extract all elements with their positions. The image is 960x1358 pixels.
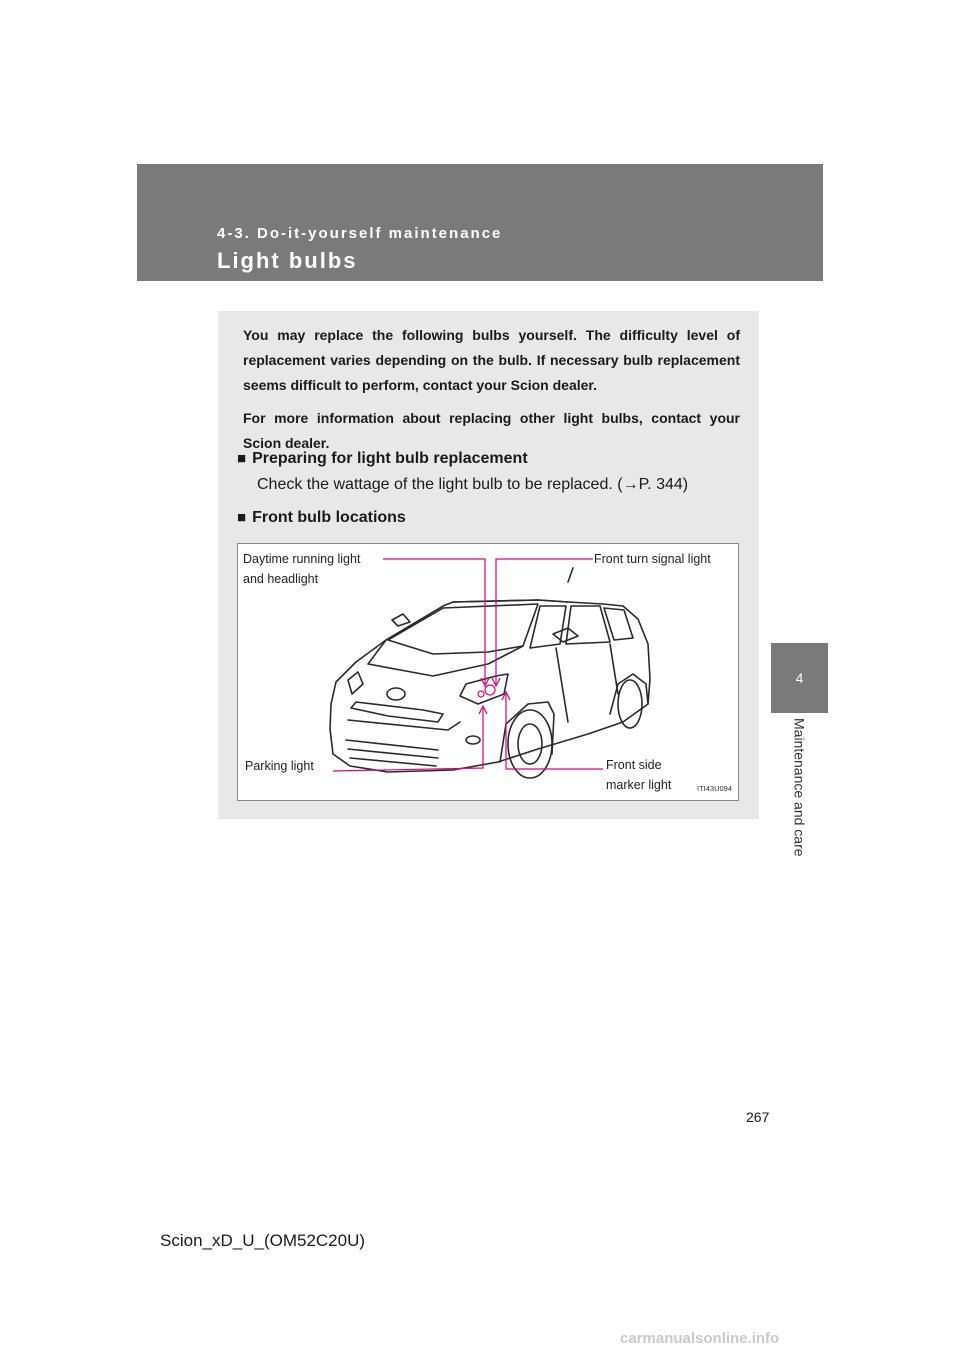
label-daytime-line-1: Daytime running light (243, 552, 361, 566)
document-code: Scion_xD_U_(OM52C20U) (160, 1231, 366, 1250)
heading-front-bulbs (237, 509, 406, 527)
section-label: 4-3. Do-it-yourself maintenance (217, 225, 503, 242)
chapter-side-label-text: Maintenance and care (791, 718, 808, 857)
label-parking-light: Parking light (245, 759, 314, 773)
intro (243, 323, 740, 464)
intro-paragraph-1: You may replace the following bulbs yourself. The difficulty level of replacement varies depending on the bulb. If necessary bulb replacement seems difficult to perform, contact your Scion dealer. (243, 327, 740, 393)
chapter-side-label (771, 718, 828, 868)
label-front-turn-signal: Front turn signal light (594, 552, 711, 566)
preparing-text: Check the wattage of the light bulb to be replaced. (→P. 344) (257, 476, 689, 493)
page-title: Light bulbs (217, 248, 358, 273)
content-box (218, 311, 759, 819)
figure-code: ITI43U094 (697, 784, 733, 793)
chapter-number: 4 (795, 670, 804, 686)
bullet-square-icon: ■ (237, 450, 247, 467)
label-daytime-running-light (243, 549, 360, 589)
heading-preparing-text: Preparing for light bulb replacement (252, 450, 528, 467)
label-side-marker-line-1: Front side (606, 758, 662, 772)
label-side-marker-line-2: marker light (606, 778, 672, 792)
chapter-tab (771, 643, 828, 713)
label-front-side-marker (606, 755, 671, 795)
chapter-header (137, 164, 823, 281)
heading-preparing (237, 450, 528, 468)
heading-front-bulbs-text: Front bulb locations (252, 509, 406, 526)
watermark: carmanualsonline.info (620, 1330, 780, 1347)
page-number: 267 (746, 1109, 770, 1125)
label-daytime-line-2: and headlight (243, 572, 319, 586)
intro-paragraph-2: For more information about replacing other light bulbs, contact your Scion dealer. (243, 410, 740, 451)
front-bulb-diagram (237, 543, 739, 801)
bullet-square-icon: ■ (237, 509, 247, 526)
